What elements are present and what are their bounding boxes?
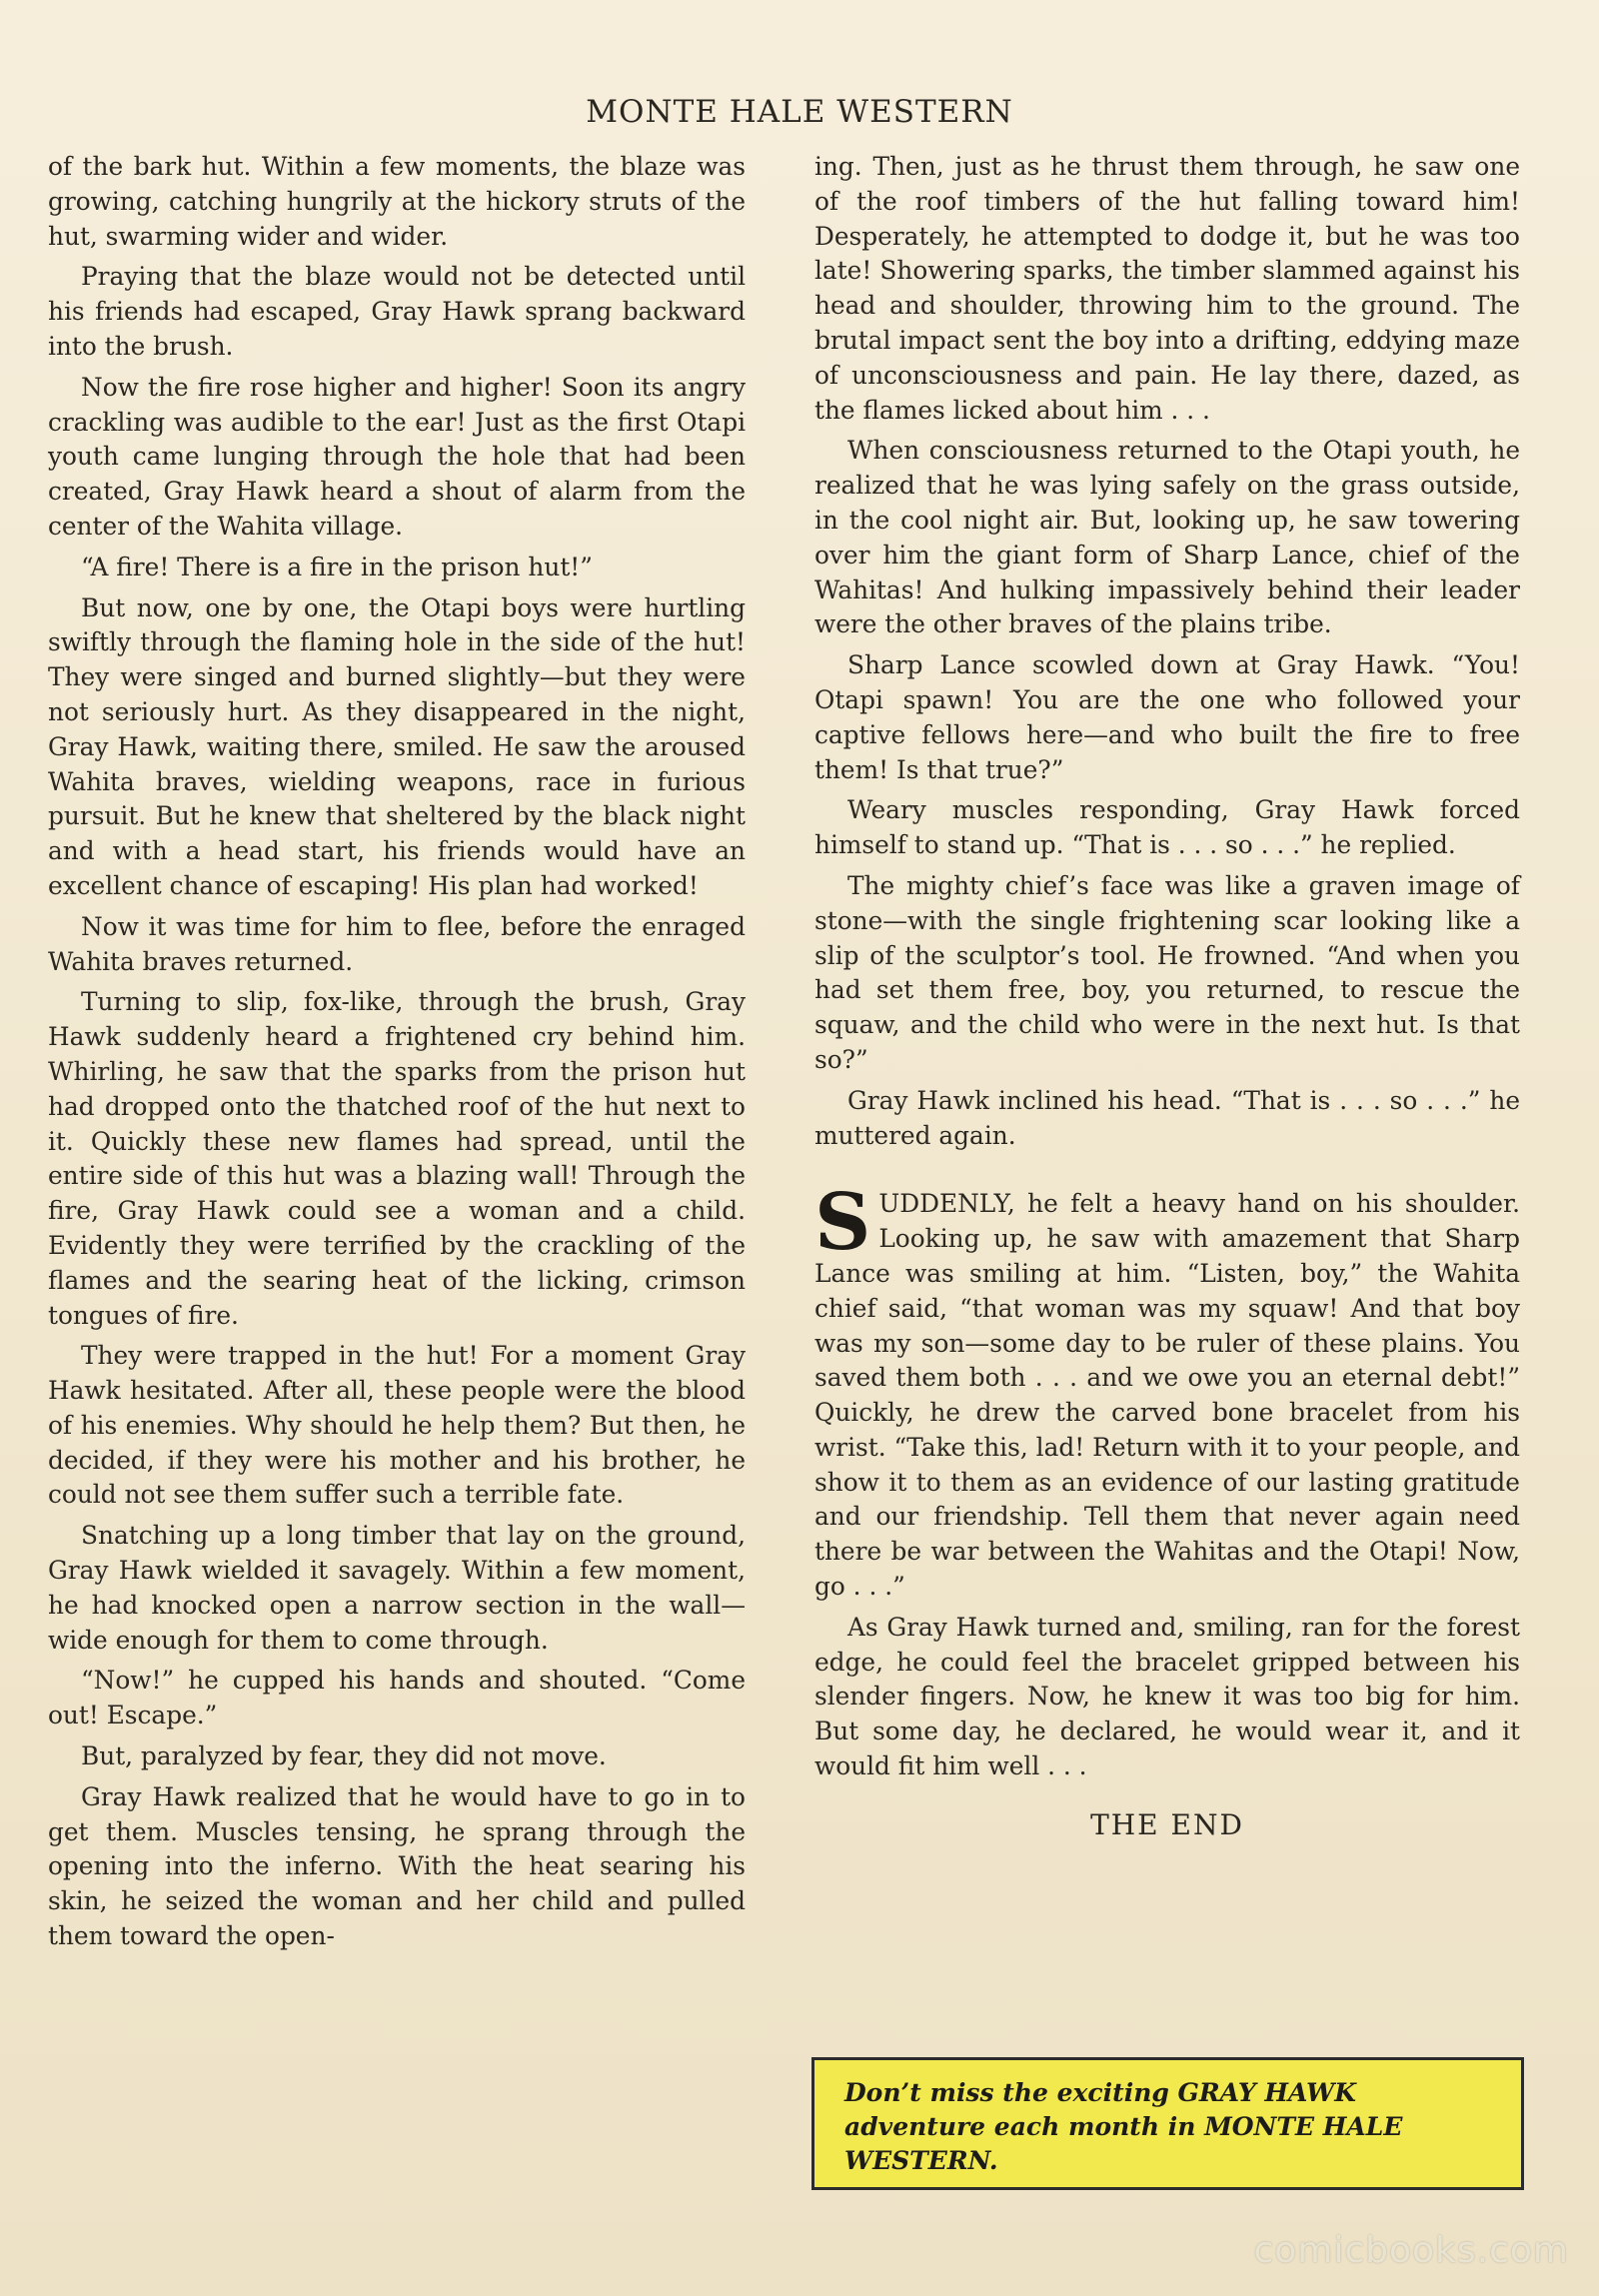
watermark: comicbooks.com [1253,2230,1569,2271]
right-text-column [814,150,1520,1843]
left-text-column [48,150,746,1960]
story-paragraph: Now the fire rose higher and higher! Soon its angry crackling was audible to the ear! Just as the first Otapi youth came lunging through the hole that had been created, Gray Hawk heard a shout of alarm from the center of the Wahita village. [48,372,746,541]
story-paragraph: Sharp Lance scowled down at Gray Hawk. “You! Otapi spawn! You are the one who followed your captive fellows here—and who built the fire to free them! Is that true?” [814,650,1520,784]
story-paragraph: Turning to slip, fox-like, through the brush, Gray Hawk suddenly heard a frightened cry behind him. Whirling, he saw that the sparks from the prison hut had dropped onto the thatched roof of the hut next to it. Quickly these new flames had spread, until the entire side of this hut was a blazing wall! Through the fire, Gray Hawk could see a woman and a child. Evidently they were terrified by the crackling of the flames and the searing heat of the licking, crimson tongues of fire. [48,987,746,1330]
story-paragraph: Praying that the blaze would not be detected until his friends had escaped, Gray Hawk sprang backward into the brush. [48,262,746,361]
story-paragraph: They were trapped in the hut! For a moment Gray Hawk hesitated. After all, these people were the blood of his enemies. Why should he help them? But then, he decided, if they were his mother and his brother, he could not see them suffer such a terrible fate. [48,1341,746,1510]
dropcap-paragraph [814,1177,1520,1605]
story-paragraph: As Gray Hawk turned and, smiling, ran for the forest edge, he could feel the bracelet gripped between his slender fingers. Now, he knew it was too big for him. But some day, he declared, he would wear it, and it would fit him well . . . [814,1612,1520,1781]
story-paragraph: The mighty chief’s face was like a graven image of stone—with the single frightening scar looking like a slip of the sculptor’s tool. He frowned. “And when you had set them free, boy, you returned, to rescue the squaw, and the child who were in the next hut. Is that so?” [814,870,1520,1074]
promo-box: Don’t miss the exciting GRAY HAWK adventure each month in MONTE HALE WESTERN. [811,2057,1524,2190]
story-paragraph: But, paralyzed by fear, they did not move. [81,1741,607,1771]
story-paragraph: Weary muscles responding, Gray Hawk forced himself to stand up. “That is . . . so . . .” he replied. [814,795,1520,860]
story-paragraph: of the bark hut. Within a few moments, the blaze was growing, catching hungrily at the hickory struts of the hut, swarming wider and wider. [48,152,746,251]
dropcap-letter: S [814,1177,871,1269]
the-end-label: THE END [1090,1807,1244,1841]
story-paragraph: But now, one by one, the Otapi boys were hurtling swiftly through the flaming hole in the side of the hut! They were singed and burned slightly—but they were not seriously hurt. As they disappeared in the night, Gray Hawk, waiting there, smiled. He saw the aroused Wahita braves, wielding weapons, race in furious pursuit. But he knew that sheltered by the black night and with a head start, his friends would have an excellent chance of escaping! His plan had worked! [48,592,746,900]
story-paragraph: Snatching up a long timber that lay on the ground, Gray Hawk wielded it savagely. Within a few moment, he had knocked open a narrow section in the wall—wide enough for them to come through. [48,1521,746,1655]
page-header-title: MONTE HALE WESTERN [586,94,1013,130]
story-paragraph: “A fire! There is a fire in the prison hut!” [81,552,593,581]
story-paragraph: Now it was time for him to flee, before the enraged Wahita braves returned. [48,911,746,976]
story-paragraph: “Now!” he cupped his hands and shouted. “Come out! Escape.” [48,1666,746,1730]
story-paragraph: Gray Hawk realized that he would have to go in to get them. Muscles tensing, he sprang through the opening into the inferno. With the heat searing his skin, he seized the woman and her child and pulled them toward the open- [48,1781,746,1951]
story-paragraph: ing. Then, just as he thrust them through, he saw one of the roof timbers of the hut falling toward him! Desperately, he attempted to dodge it, but he was too late! Showering sparks, the timber slammed against his head and shoulder, throwing him to the ground. The brutal impact sent the boy into a drifting, eddying maze of unconsciousness and pain. He lay there, dazed, as the flames licked about him . . . [814,152,1520,425]
story-paragraph: When consciousness returned to the Otapi youth, he realized that he was lying safely on the grass outside, in the cool night air. But, looking up, he saw towering over him the giant form of Sharp Lance, chief of the Wahitas! And hulking impassively behind their leader were the other braves of the plains tribe. [814,436,1520,639]
dropcap-paragraph-text: UDDENLY, he felt a heavy hand on his shoulder. Looking up, he saw with amazement that Sharp Lance was smiling at him. “Listen, boy,” the Wahita chief said, “that woman was my squaw! And that boy was my son—some day to be ruler of these plains. You saved them both . . . and we owe you an eternal debt!” Quickly, he drew the carved bone bracelet from his wrist. “Take this, lad! Return with it to your people, and show it to them as an evidence of our lasting gratitude and our friendship. Tell them that never again need there be war between the Wahitas and the Otapi! Now, go . . .” [814,1189,1520,1602]
story-paragraph: Gray Hawk inclined his head. “That is . . . so . . .” he muttered again. [814,1085,1520,1150]
